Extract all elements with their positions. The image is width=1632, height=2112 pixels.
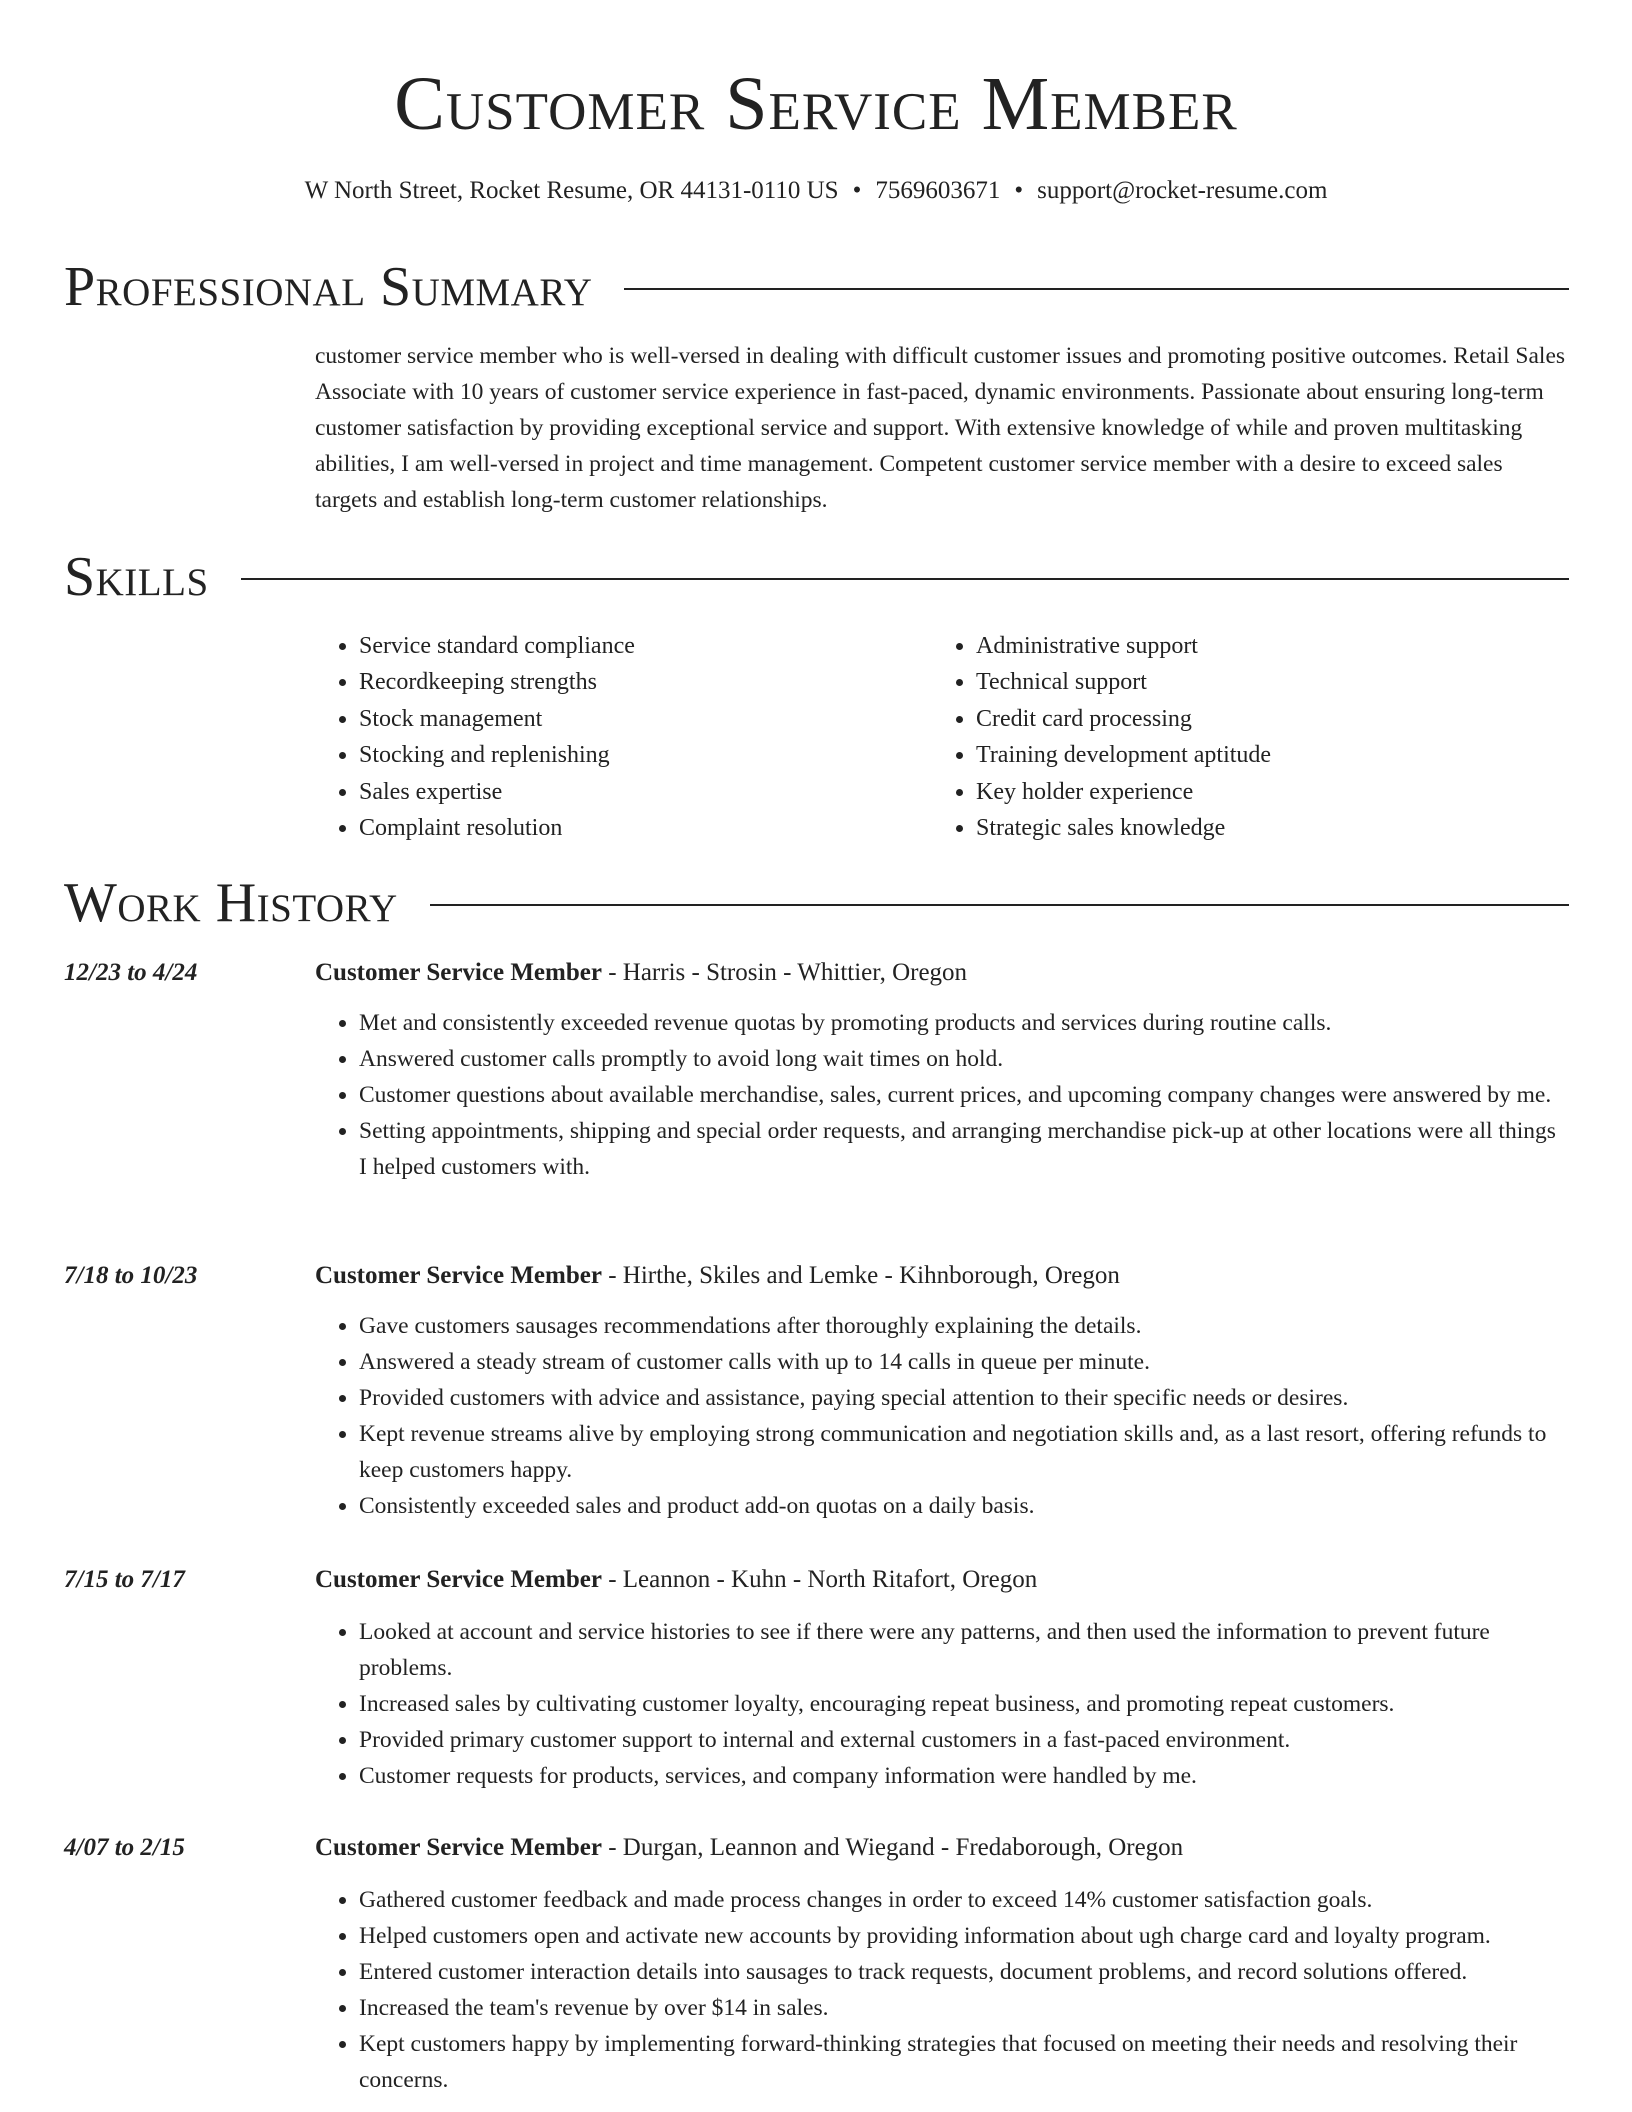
- job-bullet: • Gave customers sausages recommendations after thoroughly explaining the details.: [359, 1308, 1569, 1344]
- candidate-name: Customer Service Member: [394, 62, 1238, 146]
- job-dates: 7/18 to 10/23: [64, 1262, 198, 1289]
- skills-section-header: [64, 542, 1569, 612]
- skills-list-right: [932, 628, 1576, 846]
- job-bullet: • Kept customers happy by implementing forward-thinking strategies that focused on meeting their needs and resolving their concerns.: [359, 2026, 1569, 2098]
- job-bullet: • Consistently exceeded sales and product add-on quotas on a daily basis.: [359, 1488, 1569, 1524]
- contact-email: support@rocket-resume.com: [1037, 177, 1328, 204]
- job-bullet: • Helped customers open and activate new accounts by providing information about ugh charge card and loyalty program.: [359, 1918, 1569, 1954]
- job-bullet: • Customer questions about available merchandise, sales, current prices, and upcoming company changes were answered by me.: [359, 1077, 1569, 1113]
- job-bullet: • Entered customer interaction details into sausages to track requests, document problems, and record solutions offered.: [359, 1954, 1569, 1990]
- job-bullet: • Met and consistently exceeded revenue quotas by promoting products and services during routine calls.: [359, 1005, 1569, 1041]
- section-divider: [624, 288, 1569, 290]
- job-title-line: [315, 1830, 1183, 1866]
- skill-item: • Stock management: [359, 701, 929, 737]
- job-title-line: [315, 1258, 1120, 1294]
- job-bullet: • Setting appointments, shipping and special order requests, and arranging merchandise pick-up at other locations were all things I helped customers with.: [359, 1113, 1569, 1185]
- skills-section-title: Skills: [64, 546, 209, 608]
- job-dates: 12/23 to 4/24: [64, 959, 198, 986]
- job-bullet: • Increased sales by cultivating customer loyalty, encouraging repeat business, and promoting repeat customers.: [359, 1686, 1569, 1722]
- contact-separator: •: [852, 177, 862, 204]
- skills-list-left: [315, 628, 929, 846]
- job-employer: - Hirthe, Skiles and Lemke - Kihnborough, Oregon: [601, 1262, 1120, 1289]
- job-role: Customer Service Member: [315, 1834, 602, 1861]
- contact-info: [0, 174, 1632, 208]
- job-bullet: • Provided primary customer support to internal and external customers in a fast-paced environment.: [359, 1722, 1569, 1758]
- skill-item: • Administrative support: [976, 628, 1576, 664]
- job-bullet: • Looked at account and service histories to see if there were any patterns, and then used the information to prevent future problems.: [359, 1614, 1569, 1686]
- section-divider: [241, 578, 1569, 580]
- contact-separator: •: [1014, 177, 1024, 204]
- skill-item: • Credit card processing: [976, 701, 1576, 737]
- job-bullet: • Gathered customer feedback and made process changes in order to exceed 14% customer satisfaction goals.: [359, 1882, 1569, 1918]
- summary-section-title: Professional Summary: [64, 256, 593, 318]
- skill-item: • Service standard compliance: [359, 628, 929, 664]
- job-role: Customer Service Member: [315, 1262, 602, 1289]
- contact-address: W North Street, Rocket Resume, OR 44131-0110 US: [304, 177, 839, 204]
- job-title-line: [315, 1562, 1037, 1598]
- job-employer: - Durgan, Leannon and Wiegand - Fredaborough, Oregon: [601, 1834, 1184, 1861]
- job-bullets: [315, 1005, 1569, 1185]
- skill-item: • Strategic sales knowledge: [976, 810, 1576, 846]
- work-section-header: [64, 868, 1569, 938]
- job-employer: - Harris - Strosin - Whittier, Oregon: [601, 959, 968, 986]
- skill-item: • Sales expertise: [359, 774, 929, 810]
- job-title-line: [315, 955, 967, 991]
- skill-item: • Complaint resolution: [359, 810, 929, 846]
- job-bullet: • Customer requests for products, services, and company information were handled by me.: [359, 1758, 1569, 1794]
- skill-item: • Stocking and replenishing: [359, 737, 929, 773]
- job-role: Customer Service Member: [315, 959, 602, 986]
- job-bullets: [315, 1882, 1569, 2098]
- job-dates: 7/15 to 7/17: [64, 1566, 185, 1593]
- job-bullets: [315, 1614, 1569, 1794]
- job-role: Customer Service Member: [315, 1566, 602, 1593]
- skill-item: • Training development aptitude: [976, 737, 1576, 773]
- section-divider: [430, 904, 1569, 906]
- work-section-title: Work History: [64, 872, 398, 934]
- skill-item: • Recordkeeping strengths: [359, 664, 929, 700]
- job-bullet: • Increased the team's revenue by over $14 in sales.: [359, 1990, 1569, 2026]
- summary-section-header: [64, 252, 1569, 322]
- skill-item: • Technical support: [976, 664, 1576, 700]
- skill-item: • Key holder experience: [976, 774, 1576, 810]
- contact-phone: 7569603671: [875, 177, 1001, 204]
- job-bullet: • Answered a steady stream of customer calls with up to 14 calls in queue per minute.: [359, 1344, 1569, 1380]
- job-dates: 4/07 to 2/15: [64, 1834, 185, 1861]
- job-bullet: • Provided customers with advice and assistance, paying special attention to their specific needs or desires.: [359, 1380, 1569, 1416]
- summary-text: customer service member who is well-versed in dealing with difficult customer issues and promoting positive outcomes. Retail Sales Associate with 10 years of customer service experience in fast-paced, dynamic environments. Passionate about ensuring long-term customer satisfaction by providing exceptional service and support. With extensive knowledge of while and proven multitasking abilities, I am well-versed in project and time management. Competent customer service member with a desire to exceed sales targets and establish long-term customer relationships.: [315, 343, 1566, 513]
- job-employer: - Leannon - Kuhn - North Ritafort, Oregon: [601, 1566, 1038, 1593]
- job-bullets: [315, 1308, 1569, 1524]
- job-bullet: • Answered customer calls promptly to avoid long wait times on hold.: [359, 1041, 1569, 1077]
- job-bullet: • Kept revenue streams alive by employing strong communication and negotiation skills and, as a last resort, offering refunds to keep customers happy.: [359, 1416, 1569, 1488]
